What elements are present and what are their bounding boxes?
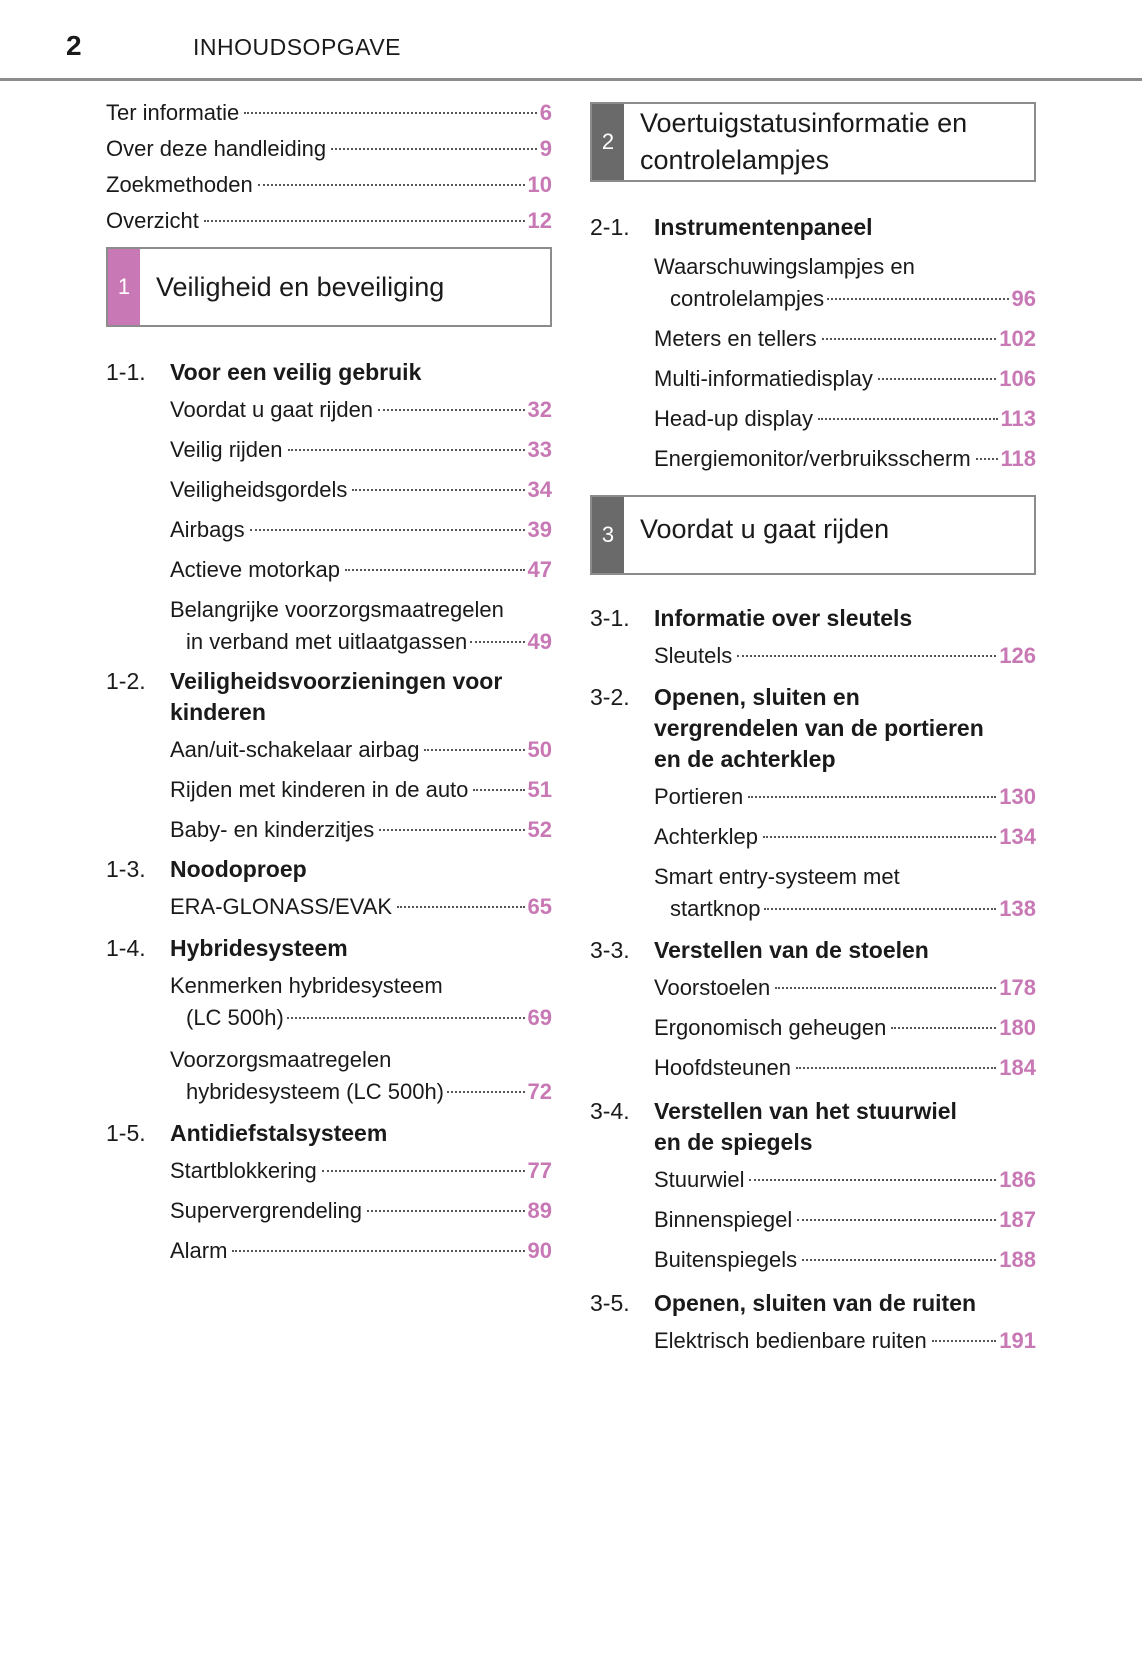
- toc-entry[interactable]: Voorstoelen 178: [654, 970, 1036, 1006]
- page-number: 2: [66, 30, 82, 61]
- section-entries: [590, 638, 1036, 674]
- page-ref[interactable]: 69: [527, 1005, 552, 1030]
- section-heading[interactable]: 1-4. Hybridesysteem: [106, 935, 348, 961]
- page-ref[interactable]: 187: [999, 1207, 1036, 1232]
- section-entries: [590, 1323, 1036, 1359]
- section-entries: [590, 970, 1036, 1086]
- toc-entry[interactable]: Alarm 90: [170, 1233, 552, 1269]
- section-entries: [590, 779, 1036, 925]
- toc-entry[interactable]: Veilig rijden 33: [170, 432, 552, 468]
- page-ref[interactable]: 186: [999, 1167, 1036, 1192]
- section-heading[interactable]: 3-3. Verstellen van de stoelen: [590, 937, 929, 963]
- toc-entry[interactable]: Portieren 130: [654, 779, 1036, 815]
- chapter-number: 3: [592, 497, 624, 573]
- page-ref[interactable]: 96: [1011, 286, 1036, 311]
- toc-entry[interactable]: Sleutels 126: [654, 638, 1036, 674]
- toc-entry[interactable]: Rijden met kinderen in de auto 51: [170, 772, 552, 808]
- page-ref[interactable]: 32: [527, 397, 552, 422]
- section-entries: [106, 732, 552, 848]
- toc-entry[interactable]: Supervergrendeling 89: [170, 1193, 552, 1229]
- page-ref[interactable]: 180: [999, 1015, 1036, 1040]
- section-heading[interactable]: 2-1. Instrumentenpaneel: [590, 214, 873, 240]
- toc-entry[interactable]: Kenmerken hybridesysteem (LC 500h) 69: [170, 970, 552, 1034]
- toc-entry[interactable]: Elektrisch bedienbare ruiten 191: [654, 1323, 1036, 1359]
- page-ref[interactable]: 47: [527, 557, 552, 582]
- toc-entry[interactable]: Actieve motorkap 47: [170, 552, 552, 588]
- chapter-number: 1: [108, 249, 140, 325]
- section-entries: [590, 1162, 1036, 1278]
- page-ref[interactable]: 118: [1000, 446, 1036, 471]
- toc-entry[interactable]: Baby- en kinderzitjes 52: [170, 812, 552, 848]
- toc-entry[interactable]: Smart entry-systeem met startknop 138: [654, 861, 1036, 925]
- section-entries: [106, 970, 552, 1108]
- section-entries: [590, 251, 1036, 477]
- chapter-title: Voertuigstatusinformatie en controlelampjes: [640, 108, 968, 175]
- section-heading[interactable]: 1-2. Veiligheidsvoorzieningen voor kinderen: [106, 668, 503, 725]
- page-ref[interactable]: 89: [527, 1198, 552, 1223]
- toc-entry[interactable]: Binnenspiegel 187: [654, 1202, 1036, 1238]
- page-ref[interactable]: 6: [539, 100, 552, 125]
- toc-entry[interactable]: Waarschuwingslampjes en controlelampjes 96: [654, 251, 1036, 315]
- toc-entry[interactable]: Meters en tellers 102: [654, 321, 1036, 357]
- chapter-1-box[interactable]: [106, 247, 552, 327]
- header-divider: [0, 78, 1142, 81]
- section-heading[interactable]: 1-5. Antidiefstalsysteem: [106, 1120, 388, 1146]
- page-ref[interactable]: 184: [999, 1055, 1036, 1080]
- toc-left-column: [106, 95, 552, 1269]
- section-heading[interactable]: 3-1. Informatie over sleutels: [590, 605, 913, 631]
- section-entries: [106, 1153, 552, 1269]
- page-ref[interactable]: 106: [999, 366, 1036, 391]
- toc-entry[interactable]: Hoofdsteunen 184: [654, 1050, 1036, 1086]
- chapter-title: Veiligheid en beveiliging: [156, 272, 445, 302]
- section-heading[interactable]: 3-4. Verstellen van het stuurwiel en de spiegels: [590, 1098, 957, 1155]
- toc-entry[interactable]: Head-up display 113: [654, 401, 1036, 437]
- toc-entry[interactable]: Buitenspiegels 188: [654, 1242, 1036, 1278]
- page-ref[interactable]: 188: [999, 1247, 1036, 1272]
- toc-entry[interactable]: Aan/uit-schakelaar airbag 50: [170, 732, 552, 768]
- page-ref[interactable]: 126: [999, 643, 1036, 668]
- toc-entry[interactable]: Multi-informatiedisplay 106: [654, 361, 1036, 397]
- section-entries: [106, 392, 552, 658]
- section-heading[interactable]: 3-2. Openen, sluiten en vergrendelen van de portieren en de achterklep: [590, 684, 984, 772]
- header-title: INHOUDSOPGAVE: [193, 34, 401, 60]
- toc-entry[interactable]: Belangrijke voorzorgsmaatregelen in verband met uitlaatgassen 49: [170, 594, 552, 658]
- toc-entry[interactable]: Airbags 39: [170, 512, 552, 548]
- page-ref[interactable]: 34: [527, 477, 552, 502]
- page-ref[interactable]: 77: [527, 1158, 552, 1183]
- page-ref[interactable]: 102: [999, 326, 1036, 351]
- toc-entry[interactable]: Achterklep 134: [654, 819, 1036, 855]
- toc-entry[interactable]: Voordat u gaat rijden 32: [170, 392, 552, 428]
- page-header: [0, 0, 1142, 82]
- toc-right-column: [590, 95, 1036, 1359]
- page-ref[interactable]: 10: [527, 172, 552, 197]
- toc-entry[interactable]: Over deze handleiding 9: [106, 131, 552, 167]
- page-ref[interactable]: 134: [999, 824, 1036, 849]
- page-ref[interactable]: 49: [527, 629, 552, 654]
- page-ref[interactable]: 72: [527, 1079, 552, 1104]
- page-ref[interactable]: 138: [999, 896, 1036, 921]
- intro-entries: [106, 95, 552, 239]
- chapter-number: 2: [592, 104, 624, 180]
- section-heading[interactable]: 3-5. Openen, sluiten van de ruiten: [590, 1290, 977, 1316]
- chapter-3-box[interactable]: [590, 495, 1036, 575]
- page-ref[interactable]: 33: [527, 437, 552, 462]
- page-ref[interactable]: 178: [999, 975, 1036, 1000]
- toc-entry[interactable]: Overzicht 12: [106, 203, 552, 239]
- page-ref[interactable]: 113: [1000, 406, 1036, 431]
- toc-entry[interactable]: Zoekmethoden 10: [106, 167, 552, 203]
- chapter-title: Voordat u gaat rijden: [640, 514, 890, 544]
- page-ref[interactable]: 191: [999, 1328, 1036, 1353]
- toc-entry[interactable]: Veiligheidsgordels 34: [170, 472, 552, 508]
- page-ref[interactable]: 12: [527, 208, 552, 233]
- page-ref[interactable]: 65: [527, 894, 552, 919]
- toc-entry[interactable]: Ter informatie 6: [106, 95, 552, 131]
- page-ref[interactable]: 130: [999, 784, 1036, 809]
- toc-entry[interactable]: Ergonomisch geheugen 180: [654, 1010, 1036, 1046]
- page-ref[interactable]: 90: [527, 1238, 552, 1263]
- section-entries: [106, 889, 552, 925]
- page-ref[interactable]: 9: [539, 136, 552, 161]
- chapter-2-box[interactable]: [590, 102, 1036, 182]
- page-ref[interactable]: 51: [527, 777, 552, 802]
- page-ref[interactable]: 52: [527, 817, 552, 842]
- page-ref[interactable]: 50: [527, 737, 552, 762]
- toc-entry[interactable]: Startblokkering 77: [170, 1153, 552, 1189]
- section-heading[interactable]: 1-1. Voor een veilig gebruik: [106, 359, 422, 385]
- toc-entry[interactable]: ERA-GLONASS/EVAK 65: [170, 889, 552, 925]
- toc-entry[interactable]: Energiemonitor/verbruiksscherm 118: [654, 441, 1036, 477]
- section-heading[interactable]: 1-3. Noodoproep: [106, 856, 307, 882]
- page-ref[interactable]: 39: [527, 517, 552, 542]
- toc-entry[interactable]: Stuurwiel 186: [654, 1162, 1036, 1198]
- toc-entry[interactable]: Voorzorgsmaatregelen hybridesysteem (LC 500h) 72: [170, 1044, 552, 1108]
